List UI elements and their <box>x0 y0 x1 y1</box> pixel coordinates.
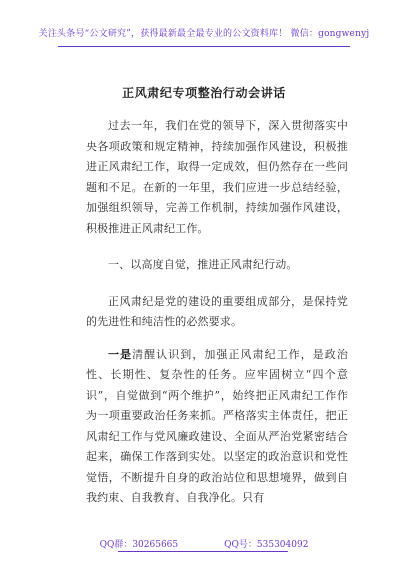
point-lead: 一是 <box>108 347 133 361</box>
paragraph-intro-text: 过去一年，我们在党的领导下，深入贯彻落实中央各项政策和规定精神，持续加强作风建设，积极推进正风肃纪工作，取得一定成效，但仍然存在一些问题和不足。在新的一年里，我们应进一步总结经验，加强组织领导，完善工作机制，持续加强作风建设，积极推进正风肃纪工作。 <box>86 119 348 235</box>
footer-qq-group: QQ群：30265665 <box>99 540 179 550</box>
paragraph-point-1-text: 清醒认识到，加强正风肃纪工作，是政治性、长期性、复杂性的任务。应牢固树立“四个意识”，自觉做到“两个维护”，始终把正风肃纪工作作为一项重要政治任务来抓。严格落实主体责任，把正风肃纪工作与党风廉政建设、全面从严治党紧密结合起来，确保工作落到实处。以坚定的政治意识和党性觉悟，不断提升自身的政治站位和思想境界，做到自我约束、自我教育、自我净化。只有 <box>86 347 348 504</box>
section-heading-1-text: 一、以高度自觉，推进正风肃纪行动。 <box>108 258 298 271</box>
header-divider <box>58 46 350 47</box>
paragraph-importance-text: 正风肃纪是党的建设的重要组成部分，是保持党的先进性和纯洁性的必然要求。 <box>86 294 348 328</box>
document-title: 正风肃纪专项整治行动会讲话 <box>122 86 286 100</box>
section-heading-1 <box>86 255 348 276</box>
footer-contact <box>0 537 408 550</box>
paragraph-intro <box>86 116 348 239</box>
header-note: 关注头条号“公文研究”，获得最新最全最专业的公文资料库！ 微信：gongwenyj <box>38 29 370 39</box>
paragraph-point-1 <box>86 345 348 509</box>
footer-divider <box>118 551 288 552</box>
paragraph-importance <box>86 292 348 333</box>
document-body <box>86 116 348 509</box>
footer-qq-number: QQ号：535304092 <box>224 540 309 550</box>
